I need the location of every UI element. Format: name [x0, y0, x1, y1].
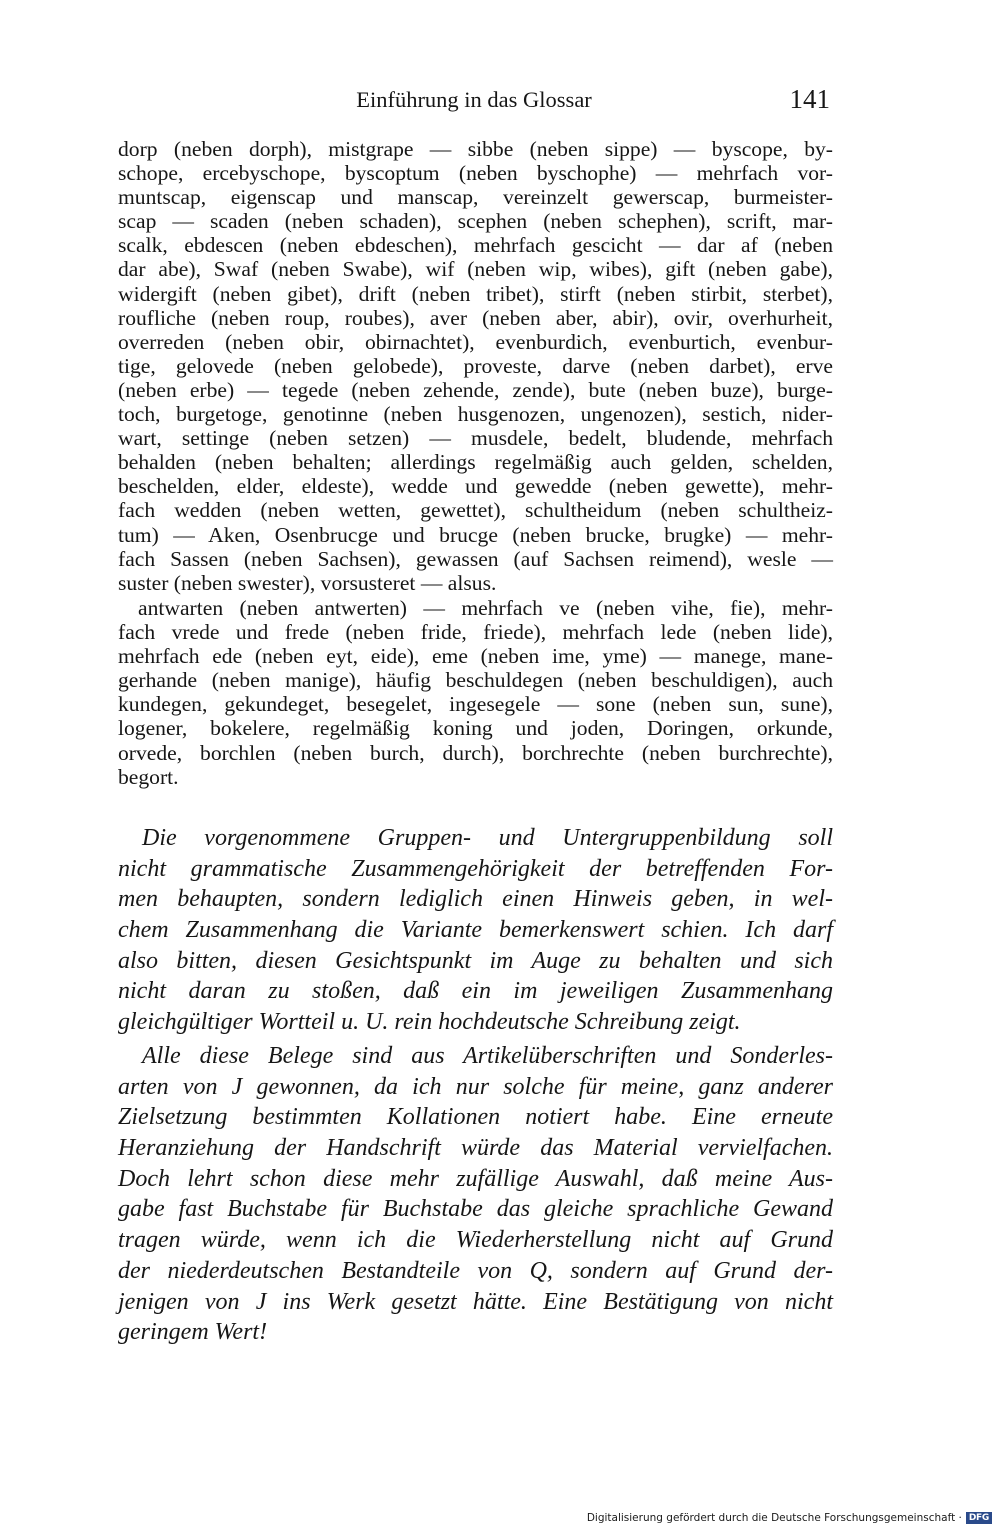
text-line: fach wedden (neben wetten, gewettet), schultheidum (neben schultheiz- — [118, 498, 833, 523]
text-line: gleichgültiger Wortteil u. U. rein hochdeutsche Schreibung zeigt. — [118, 1009, 741, 1036]
text-line: Die vorgenommene Gruppen- und Untergruppenbildung soll — [142, 825, 833, 851]
text-line: der niederdeutschen Bestandteile von Q, sondern auf Grund der- — [118, 1257, 833, 1284]
italic-paragraph-1 — [118, 823, 833, 1038]
word-list-section-2 — [118, 596, 833, 789]
text-line: geringem Wert! — [118, 1319, 268, 1346]
text-line: scap — scaden (neben schaden), scephen (neben schephen), scrift, mar- — [118, 209, 833, 234]
running-title: Einführung in das Glossar — [356, 87, 592, 112]
text-line: antwarten (neben antwerten) — mehrfach ve (neben vihe, fie), mehr- — [138, 596, 833, 620]
text-line: fach Sassen (neben Sachsen), gewassen (auf Sachsen reimend), wesle — — [118, 546, 833, 571]
text-line: schope, ercebyschope, byscoptum (neben byschophe) — mehrfach vor- — [118, 161, 833, 186]
text-line: nicht grammatische Zusammengehörigkeit der betreffenden For- — [118, 855, 833, 882]
text-line: arten von J gewonnen, da ich nur solche für meine, ganz anderer — [118, 1073, 833, 1100]
text-line: gabe fast Buchstabe für Buchstabe das gleiche sprachliche Gewand — [118, 1196, 833, 1223]
text-line: overreden (neben obir, obirnachtet), evenburdich, evenburtich, evenbur- — [118, 329, 833, 354]
text-line: orvede, borchlen (neben burch, durch), borchrechte (neben burchrechte), — [118, 740, 833, 765]
text-line: muntscap, eigenscap und manscap, vereinzelt gewerscap, burmeister- — [118, 185, 833, 210]
text-line: suster (neben swester), vorsusteret — alsus. — [118, 570, 497, 595]
text-line: Alle diese Belege sind aus Artikelüberschriften und Sonderles- — [142, 1043, 833, 1069]
text-line: also bitten, diesen Gesichtspunkt im Auge zu behalten und sich — [118, 947, 833, 974]
text-line: gerhande (neben manige), häufig beschuldegen (neben beschuldigen), auch — [118, 668, 833, 693]
text-line: dorp (neben dorph), mistgrape — sibbe (neben sippe) — byscope, by- — [118, 137, 833, 161]
text-line: begort. — [118, 764, 179, 789]
text-line: Doch lehrt schon diese mehr zufällige Auswahl, daß meine Aus- — [118, 1165, 833, 1192]
text-line: tragen würde, wenn ich die Wiederherstellung nicht auf Grund — [118, 1227, 833, 1254]
text-line: fach vrede und frede (neben fride, friede), mehrfach lede (neben lide), — [118, 620, 833, 645]
digitization-credit — [587, 1512, 992, 1524]
page-header — [118, 84, 830, 120]
text-line: (neben erbe) — tegede (neben zehende, zende), bute (neben buze), burge- — [118, 377, 833, 402]
text-line: chem Zusammenhang die Variante bemerkenswert schien. Ich darf — [118, 917, 833, 944]
page-number: 141 — [789, 84, 830, 114]
text-line: Zielsetzung bestimmten Kollationen notiert habe. Eine erneute — [118, 1104, 833, 1131]
italic-paragraph-2 — [118, 1041, 833, 1348]
text-line: logener, bokelere, regelmäßig koning und joden, Doringen, orkunde, — [118, 716, 833, 741]
text-line: jenigen von J ins Werk gesetzt hätte. Eine Bestätigung von nicht — [118, 1288, 833, 1315]
text-line: Heranziehung der Handschrift würde das Material vervielfachen. — [118, 1135, 833, 1162]
text-line: toch, burgetoge, genotinne (neben husgenozen, ungenozen), sestich, nider- — [118, 402, 833, 427]
text-line: dar abe), Swaf (neben Swabe), wif (neben wip, wibes), gift (neben gabe), — [118, 257, 833, 282]
text-line: behalden (neben behalten; allerdings regelmäßig auch gelden, schelden, — [118, 450, 833, 475]
text-line: scalk, ebdescen (neben ebdeschen), mehrfach gescicht — dar af (neben — [118, 233, 833, 258]
text-line: tum) — Aken, Osenbrucge und brucge (neben brucke, brugke) — mehr- — [118, 522, 833, 547]
text-line: nicht daran zu stoßen, daß ein im jeweiligen Zusammenhang — [118, 978, 833, 1005]
text-line: roufliche (neben roup, roubes), aver (neben aber, abir), ovir, overhurheit, — [118, 305, 833, 330]
credit-text: Digitalisierung gefördert durch die Deutsche Forschungsgemeinschaft · — [586, 1512, 962, 1524]
text-line: men behaupten, sondern lediglich einen Hinweis geben, in wel- — [118, 886, 833, 913]
text-line: widergift (neben gibet), drift (neben tribet), stirft (neben stirbit, sterbet), — [118, 281, 833, 306]
text-line: wart, settinge (neben setzen) — musdele, bedelt, bludende, mehrfach — [118, 426, 833, 451]
text-line: mehrfach ede (neben eyt, eide), eme (neben ime, yme) — manege, mane- — [118, 644, 833, 669]
word-list-section-1 — [118, 137, 833, 595]
text-line: kundegen, gekundeget, besegelet, ingesegele — sone (neben sun, sune), — [118, 692, 833, 717]
text-line: tige, gelovede (neben gelobede), proveste, darve (neben darbet), erve — [118, 353, 833, 378]
dfg-logo: DFG — [966, 1512, 992, 1524]
text-line: beschelden, elder, eldeste), wedde und gewedde (neben gewette), mehr- — [118, 474, 833, 499]
